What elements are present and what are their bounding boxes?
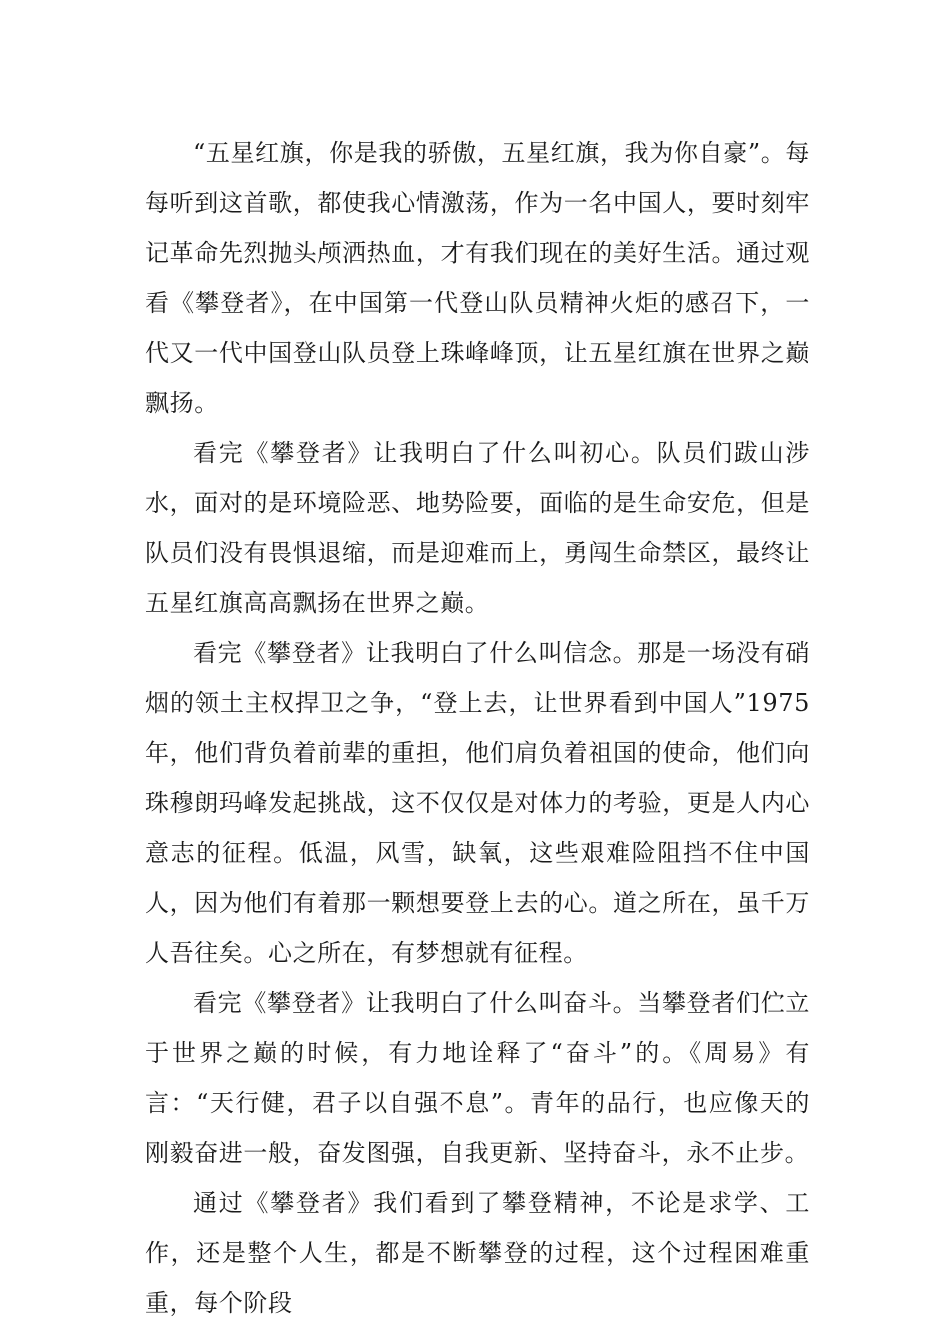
document-body [145,128,810,1328]
paragraph-original-aspiration: 看完《攀登者》让我明白了什么叫初心。队员们跋山涉水，面对的是环境险恶、地势险要，面临的是生命安危，但是队员们没有畏惧退缩，而是迎难而上，勇闯生命禁区，最终让五星红旗高高飘扬在世界之巅。 [145,439,810,617]
paragraph-climbing-spirit: 通过《攀登者》我们看到了攀登精神，不论是求学、工作，还是整个人生，都是不断攀登的过程，这个过程困难重重，每个阶段 [145,1189,810,1317]
paragraph-struggle: 看完《攀登者》让我明白了什么叫奋斗。当攀登者们伫立于世界之巅的时候，有力地诠释了“奋斗”的。《周易》有言：“天行健，君子以自强不息”。青年的品行，也应像天的刚毅奋进一般，奋发图强，自我更新、坚持奋斗，永不止步。 [145,989,810,1167]
paragraph-intro: “五星红旗，你是我的骄傲，五星红旗，我为你自豪”。每每听到这首歌，都使我心情激荡，作为一名中国人，要时刻牢记革命先烈抛头颅洒热血，才有我们现在的美好生活。通过观看《攀登者》，在中国第一代登山队员精神火炬的感召下，一代又一代中国登山队员登上珠峰峰顶，让五星红旗在世界之巅飘扬。 [145,139,810,417]
paragraph-belief: 看完《攀登者》让我明白了什么叫信念。那是一场没有硝烟的领土主权捍卫之争，“登上去，让世界看到中国人”1975年，他们背负着前辈的重担，他们肩负着祖国的使命，他们向珠穆朗玛峰发起挑战，这不仅仅是对体力的考验，更是人内心意志的征程。低温，风雪，缺氧，这些艰难险阻挡不住中国人，因为他们有着那一颗想要登上去的心。道之所在，虽千万人吾往矣。心之所在，有梦想就有征程。 [145,639,810,967]
